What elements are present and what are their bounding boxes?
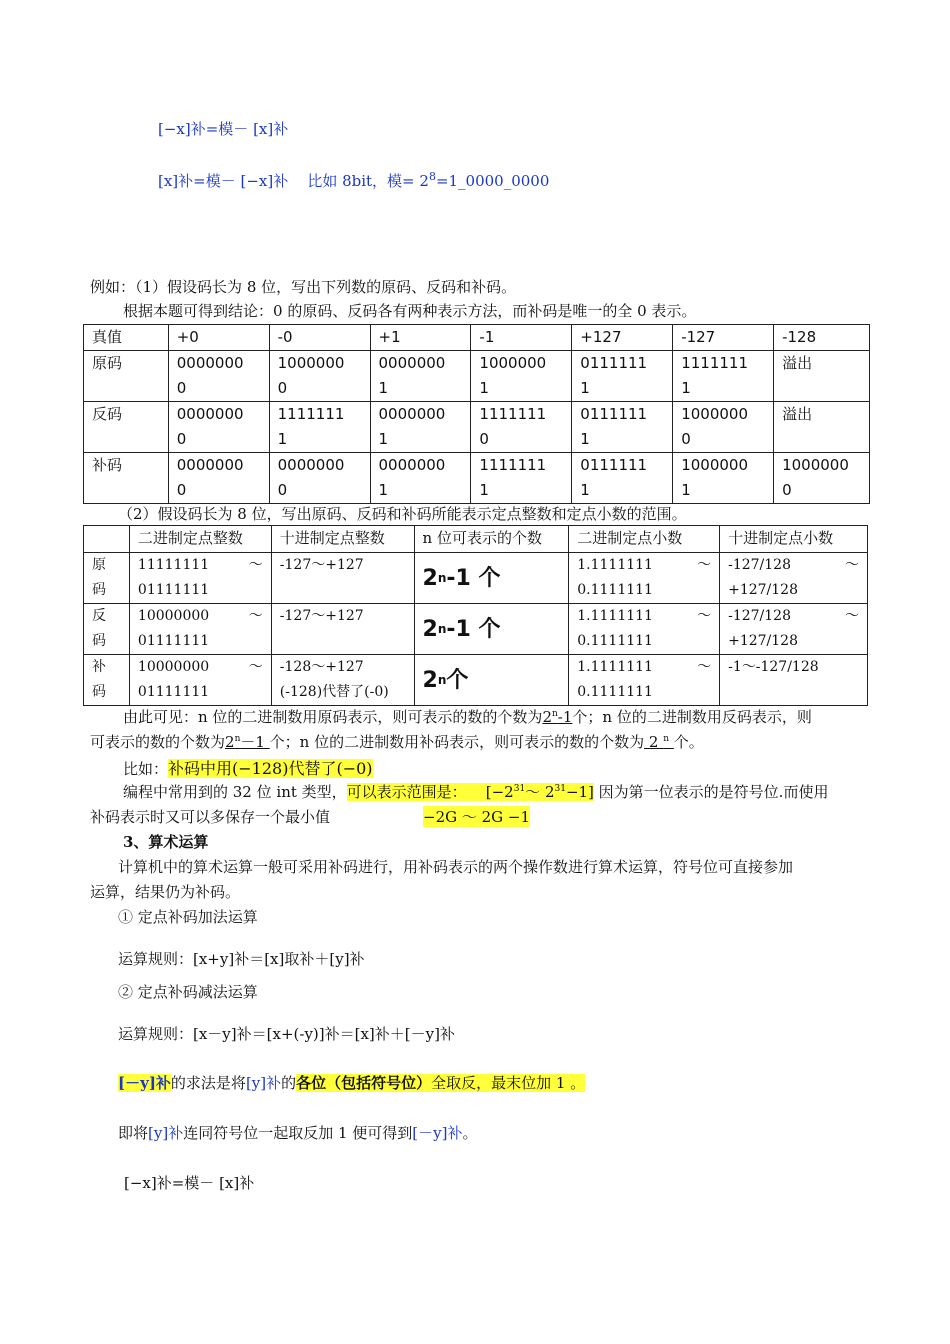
table-cell: 1.1111111 ～ 0.1111111 (569, 655, 720, 706)
example-line: 比如：补码中用(−128)代替了(−0) (123, 759, 373, 778)
header-cell: n 位可表示的个数 (414, 526, 569, 553)
header-cell: -128 (774, 325, 870, 351)
header-cell: 十进制定点整数 (271, 526, 414, 553)
conclusion-line-1: 由此可见：n 位的二进制数用原码表示，则可表示的数的个数为2$^n$-1个；n 位的二进制数用反码表示，则 (123, 708, 812, 726)
row-label: 原 码 (84, 553, 130, 604)
table-cell: 0000000 1 (370, 453, 471, 504)
conclusion-line-2: 可表示的数的个数为$2^n-1$ 个；n 位的二进制数用补码表示，则可表示的数的个数为 2 $^n$ 个。 (90, 733, 704, 751)
item-subtraction: ② 定点补码减法运算 (118, 983, 258, 1001)
header-cell: +0 (168, 325, 269, 351)
table-cell: 0000000 0 (168, 453, 269, 504)
table-cell: 1111111 1 (673, 351, 774, 402)
section-3-para-line-2: 运算，结果仍为补码。 (90, 883, 241, 901)
example2-question: （2）假设码长为 8 位，写出原码、反码和补码所能表示定点整数和定点小数的范围。 (118, 505, 687, 523)
table-cell: 0111111 1 (572, 453, 673, 504)
table-cell: -127/128 ～ +127/128 (720, 604, 868, 655)
rule-subtraction: 运算规则：[x－y]补＝[x+(-y)]补＝[x]补＋[－y]补 (118, 1025, 455, 1043)
min-value-highlight: −2G ～ 2G −1 (423, 808, 531, 826)
table-header-row (84, 325, 870, 351)
formula-x-main: [x]补=模－ [−x]补 (158, 172, 289, 190)
header-cell: +1 (370, 325, 471, 351)
table-cell: 1000000 0 (774, 453, 870, 504)
table-cell: 1111111 0 (471, 402, 572, 453)
table-cell: 2 n 个 (414, 655, 569, 706)
table-cell: 0111111 1 (572, 402, 673, 453)
header-cell: -127 (673, 325, 774, 351)
table-cell: -1～-127/128 (720, 655, 868, 706)
table-cell: 2 n -1 个 (414, 553, 569, 604)
table-cell: 0000000 0 (269, 453, 370, 504)
header-cell: -0 (269, 325, 370, 351)
section-3-para-line-1: 计算机中的算术运算一般可采用补码进行，用补码表示的两个操作数进行算术运算，符号位可直接参加 (118, 858, 794, 876)
example1-question: 例如：（1）假设码长为 8 位，写出下列数的原码、反码和补码。 (90, 278, 517, 296)
table-cell: 1000000 1 (471, 351, 572, 402)
table-cell: 2 n -1 个 (414, 604, 569, 655)
table-cell: 1000000 0 (269, 351, 370, 402)
table-row (84, 453, 870, 504)
table-cell: 1.1111111 ～ 0.1111111 (569, 553, 720, 604)
header-cell: 二进制定点整数 (129, 526, 271, 553)
table-cell: 0111111 1 (572, 351, 673, 402)
highlight-text: 补码中用(−128)代替了(−0) (168, 759, 373, 778)
row-label: 原码 (84, 351, 169, 402)
header-cell: +127 (572, 325, 673, 351)
rule-addition: 运算规则：[x+y]补＝[x]取补＋[y]补 (118, 950, 365, 968)
table-cell: 1000000 0 (673, 402, 774, 453)
row-label: 反码 (84, 402, 169, 453)
example1-conclusion: 根据本题可得到结论：0 的原码、反码各有两种表示方法，而补码是唯一的全 0 表示。 (123, 302, 697, 320)
formula-bottom: [−x]补=模－ [x]补 (124, 1174, 255, 1192)
row-label: 反 码 (84, 604, 130, 655)
table-row (84, 655, 868, 706)
table-row (84, 351, 870, 402)
negation-rule: [－y]补的求法是将[y]补的各位（包括符号位）全取反，最末位加 1 。 (118, 1074, 586, 1092)
table-cell: 0000000 0 (168, 402, 269, 453)
header-cell: -1 (471, 325, 572, 351)
table-cell: -127～+127 (271, 604, 414, 655)
table-cell: 0000000 1 (370, 351, 471, 402)
int32-line-1: 编程中常用到的 32 位 int 类型，可以表示范围是： [$-2^{31}\sim$ $2^{31}-1$] 因为第一位表示的是符号位.而使用 (123, 783, 829, 801)
table-row (84, 553, 868, 604)
code-table (83, 324, 870, 504)
header-cell: 二进制定点小数 (569, 526, 720, 553)
table-cell: 溢出 (774, 351, 870, 402)
table-cell: 11111111 ～ 01111111 (129, 553, 271, 604)
range-table (83, 525, 868, 706)
table-cell: 1.1111111 ～ 0.1111111 (569, 604, 720, 655)
row-label: 补码 (84, 453, 169, 504)
table-cell: -128～+127 (-128)代替了(-0) (271, 655, 414, 706)
table-cell: 1111111 1 (471, 453, 572, 504)
negation-note: 即将[y]补连同符号位一起取反加 1 便可得到[－y]补。 (118, 1124, 478, 1142)
formula-neg-x: [−x]补=模－ [x]补 (158, 120, 289, 138)
row-label: 补 码 (84, 655, 130, 706)
table-row (84, 604, 868, 655)
int32-line-2: 补码表示时又可以多保存一个最小值 (90, 808, 331, 826)
header-cell: 真值 (84, 325, 169, 351)
highlight-text: 可以表示范围是： [$-2^{31}\sim$ $2^{31}-1$] (346, 783, 594, 801)
formula-example: 比如 8bit，模= $2^8=1\_0000\_0000$ (307, 170, 550, 190)
table-cell: -127～+127 (271, 553, 414, 604)
formula-x (158, 170, 549, 191)
item-addition: ① 定点补码加法运算 (118, 908, 258, 926)
table-cell: 1000000 1 (673, 453, 774, 504)
header-cell (84, 526, 130, 553)
table-cell: 10000000 ～ 01111111 (129, 655, 271, 706)
table-cell: 10000000 ～ 01111111 (129, 604, 271, 655)
table-header-row (84, 526, 868, 553)
table-cell: 0000000 0 (168, 351, 269, 402)
table-cell: 0000000 1 (370, 402, 471, 453)
table-cell: -127/128 ～ +127/128 (720, 553, 868, 604)
table-row (84, 402, 870, 453)
header-cell: 十进制定点小数 (720, 526, 868, 553)
table-cell: 1111111 1 (269, 402, 370, 453)
section-3-title: 3、算术运算 (123, 833, 209, 851)
table-cell: 溢出 (774, 402, 870, 453)
